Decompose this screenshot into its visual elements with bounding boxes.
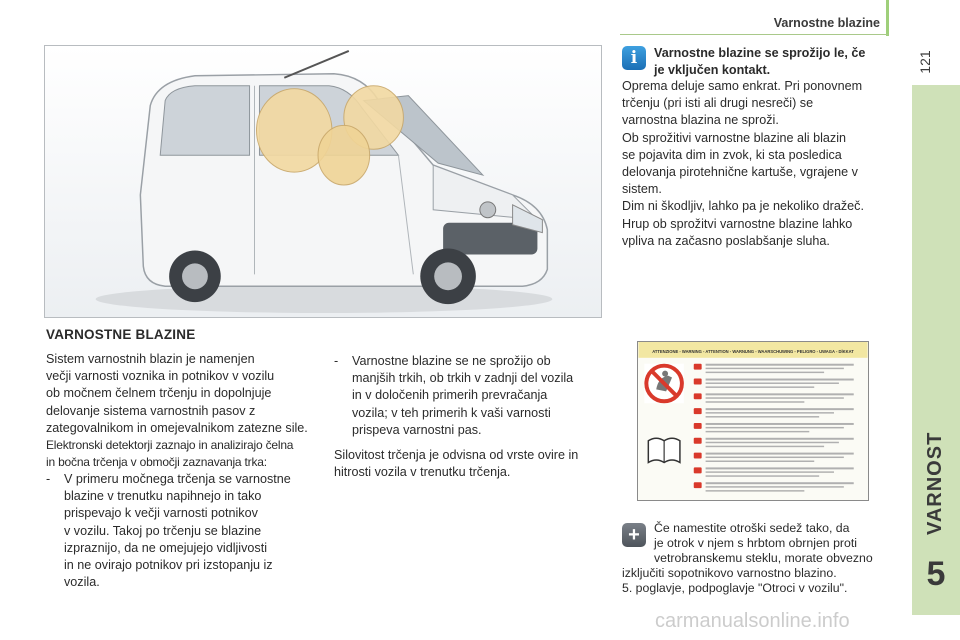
van-with-deployed-airbags-icon — [45, 46, 601, 317]
bullet-line: prispeva varnostni pas. — [352, 422, 482, 437]
info-line: Dim ni škodljiv, lahko pa je nekoliko dražeč. — [622, 199, 864, 214]
chapter-side-label: VARNOST — [924, 431, 946, 535]
info-line: varnostna blazina ne sproži. — [622, 113, 779, 128]
info-heading-line: Varnostne blazine se sprožijo le, če — [654, 46, 866, 60]
bullet-line: izpraznijo, da ne omejujejo vidljivosti — [64, 540, 268, 555]
info-line: se pojavita dim in zvok, ki sta posledica — [622, 147, 842, 162]
bullet-item — [334, 353, 604, 439]
tip-text — [622, 521, 892, 596]
info-heading-line: je vključen kontakt. — [654, 62, 771, 77]
airbag-warning-label — [637, 341, 869, 501]
info-icon: i — [622, 46, 646, 70]
tip-line: je otrok v njem s hrbtom obrnjen proti — [654, 536, 857, 550]
page-header-title: Varnostne blazine — [773, 16, 880, 30]
info-heading — [654, 45, 904, 78]
van-airbag-illustration — [44, 45, 602, 318]
bullet-line: in v določenih primerih prevračanja — [352, 388, 548, 403]
info-line: delovanja pirotehnične kartuše, vgrajene v — [622, 165, 858, 180]
info-line: vpliva na začasno poslabšanje sluha. — [622, 233, 830, 248]
open-book-icon — [648, 438, 680, 462]
info-line: trčenju (pri isti ali drugi nesreči) se — [622, 96, 814, 111]
info-line: Oprema deluje samo enkrat. Pri ponovnem — [622, 79, 863, 93]
left-column — [46, 351, 324, 591]
info-line: Ob sprožitivi varnostne blazine ali blazin — [622, 130, 847, 145]
child-seat-airbag-prohibited-icon — [644, 364, 684, 404]
tip-line: izključiti sopotnikovo varnostno blazino. — [622, 566, 837, 580]
middle-column — [334, 353, 604, 481]
bullet-line: vozila; v teh primerih k vaši varnosti — [352, 405, 551, 420]
chapter-number: 5 — [926, 555, 946, 593]
tip-line: vetrobranskemu steklu, morate obvezno — [654, 551, 873, 565]
info-text — [622, 78, 892, 250]
header-accent-bar — [886, 0, 889, 36]
bullet-line: manjših trkih, ob trkih v zadnji del vozila — [352, 371, 574, 386]
bullet-line: v vozilu. Takoj po trčenju se blazine — [64, 523, 262, 538]
detection-line: Elektronski detektorji zaznajo in analizirajo čelna — [46, 438, 294, 453]
bullet-line: prispevajo k večji varnosti potnikov — [64, 506, 258, 521]
header-divider — [620, 34, 888, 35]
paragraph-line: hitrosti vozila v trenutku trčenja. — [334, 465, 511, 480]
warning-label-header: ATTENZIONE - WARNING - ATTENTION - WARNUNG - WAARSCHUWING - PELIGRO - UWAGA - DİKKAT — [652, 348, 854, 354]
plus-icon: + — [622, 523, 646, 547]
intro-line: Sistem varnostnih blazin je namenjen — [46, 352, 255, 366]
watermark: carmanualsonline.info — [655, 610, 850, 632]
bullet-line: Varnostne blazine se ne sprožijo ob — [352, 354, 551, 368]
intro-line: delovanje sistema varnostnih pasov z — [46, 403, 256, 418]
detection-line: in bočna trčenja v območji zaznavanja trka: — [46, 455, 267, 470]
page-number: 121 — [917, 50, 933, 74]
bullet-dash: - — [46, 472, 51, 487]
tip-line: 5. poglavje, podpoglavje "Otroci v vozilu". — [622, 581, 848, 595]
bullet-line: blazine v trenutku napihnejo in tako — [64, 489, 262, 504]
info-line: sistem. — [622, 182, 662, 197]
info-line: Hrup ob sprožitvi varnostne blazine lahko — [622, 216, 853, 231]
tip-line: Če namestite otroški sedež tako, da — [654, 521, 850, 535]
chapter-side-tab — [912, 85, 960, 615]
bullet-line: vozila. — [64, 575, 100, 590]
bullet-line: in ne ovirajo potnikov pri izstopanju iz — [64, 558, 273, 573]
paragraph-line: Silovitost trčenja je odvisna od vrste ovire in — [334, 448, 579, 463]
warning-label-graphic — [638, 342, 868, 500]
bullet-item — [46, 471, 324, 591]
intro-line: zategovalnikom in omejevalnikom zatezne sile. — [46, 420, 308, 435]
bullet-line: V primeru močnega trčenja se varnostne — [64, 472, 291, 487]
intro-line: ob močnem čelnem trčenju in dopolnjuje — [46, 386, 272, 401]
intro-line: večji varnosti voznika in potnikov v vozilu — [46, 369, 275, 384]
bullet-dash: - — [334, 354, 339, 368]
section-title: VARNOSTNE BLAZINE — [46, 327, 196, 342]
